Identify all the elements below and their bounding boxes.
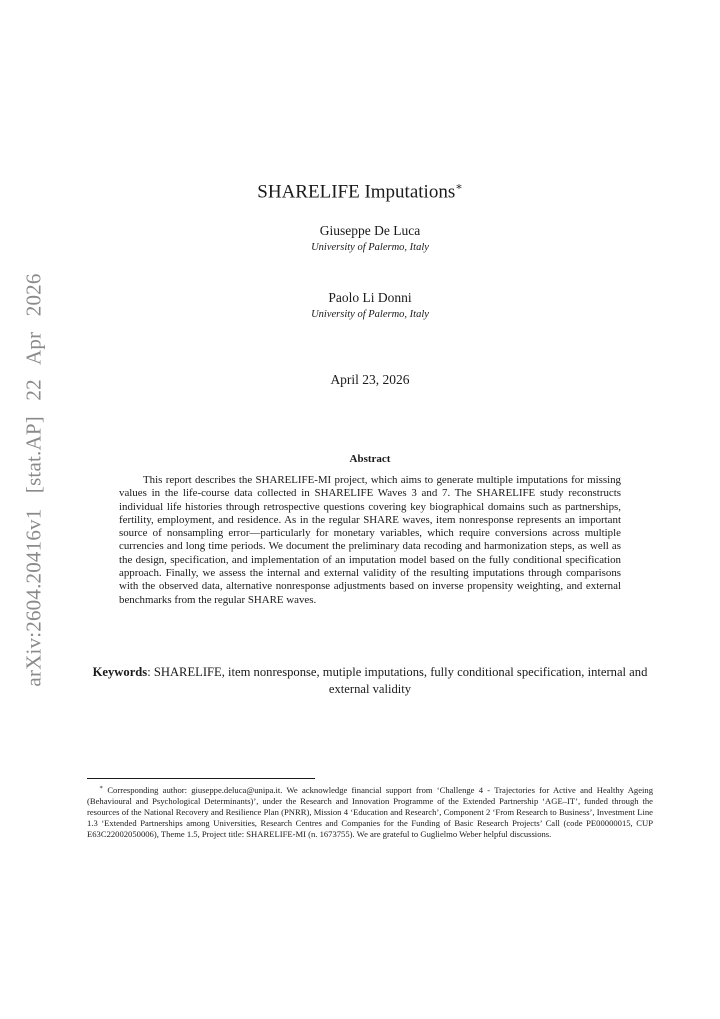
abstract-text: This report describes the SHARELIFE-MI project, which aims to generate multiple imputations for missing values in the life-course data collected in SHARELIFE Waves 3 and 7. The SHARELIFE study reconstructs individual life histories through retrospective questions covering key biographical domains such as partnerships, fertility, employment, and residence. As in the regular SHARE waves, item nonresponse represents an important source of nonsampling error—particularly for monetary variables, which require conversions across multiple currencies and long time periods. We document the preliminary data recoding and harmonization steps, as well as the design, specification, and implementation of an imputation model based on the fully conditional specification approach. Finally, we assess the internal and external validity of the resulting imputations through comparisons with the observed data, alternative nonresponse adjustments based on inverse propensity weighting, and external benchmarks from the regular SHARE waves. <box>119 474 621 606</box>
author-name: Paolo Li Donni <box>328 290 412 305</box>
paper-title <box>0 180 720 203</box>
keywords-list: : SHARELIFE, item nonresponse, mutiple imputations, fully conditional specification, internal and external validity <box>147 665 648 696</box>
author-name: Giuseppe De Luca <box>319 223 421 238</box>
author-affiliation: University of Palermo, Italy <box>311 242 429 253</box>
paper-date: April 23, 2026 <box>330 372 410 387</box>
keywords-label: Keywords <box>92 665 148 679</box>
footnote-mark: ∗ <box>99 785 104 791</box>
paper-title-text: SHARELIFE Imputations <box>257 181 456 203</box>
footnote <box>87 783 653 840</box>
footnote-text: Corresponding author: giuseppe.deluca@unipa.it. We acknowledge financial support from ‘Challenge 4 - Trajectories for Active and Healthy Ageing (Behavioural and Psychological Determinants)’, under the Research and Innovation Programme of the Extended Partnership ‘AGE–IT’, funded through the resources of the National Recovery and Resilience Plan (PNRR), Mission 4 ‘Education and Research’, Component 2 ‘From Research to Business’, Investment Line 1.3 ‘Extended Partnerships among Universities, Research Centres and Companies for the Funding of Basic Research Projects’ Call (code PE00000015, CUP E63C22002050006), Theme 1.5, Project title: SHARELIFE-MI (n. 1673755). We are grateful to Guglielmo Weber helpful discussions. <box>87 784 653 839</box>
arxiv-identifier: arXiv:2604.20416v1 [stat.AP] 22 Apr 2026 <box>21 273 46 687</box>
keywords <box>87 664 653 698</box>
footnote-divider <box>87 778 315 779</box>
title-footnote-mark: ∗ <box>455 181 463 193</box>
author-affiliation: University of Palermo, Italy <box>311 309 429 320</box>
abstract-heading: Abstract <box>349 453 391 465</box>
